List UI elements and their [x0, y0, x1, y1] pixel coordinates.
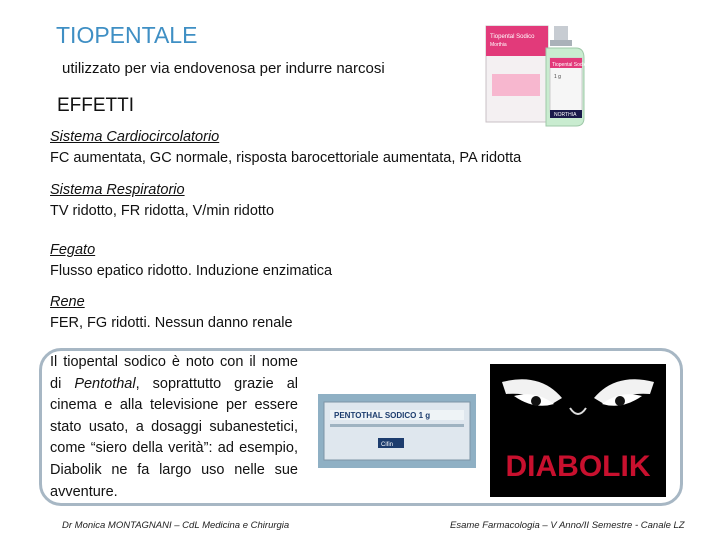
- footer-right: Esame Farmacologia – V Anno/II Semestre - Canale LZ: [450, 520, 685, 531]
- pentothal-note: [50, 352, 298, 503]
- footer-left: Dr Monica MONTAGNANI – CdL Medicina e Chirurgia: [62, 520, 290, 531]
- section-kidney: [50, 292, 293, 334]
- diabolik-image: [490, 364, 666, 497]
- box-label-line2: Morthia: [490, 42, 507, 48]
- section-cardio: [50, 127, 521, 169]
- section-heading: Sistema Respiratorio: [50, 182, 185, 198]
- section-heading: Rene: [50, 294, 85, 310]
- diabolik-logo: DIABOLIK: [505, 450, 651, 483]
- pentothal-sub: Cifin: [381, 442, 394, 448]
- page-title: TIOPENTALE: [56, 22, 198, 48]
- section-text: Flusso epatico ridotto. Induzione enzimatica: [50, 263, 333, 279]
- effects-heading: EFFETTI: [57, 95, 135, 116]
- pentothal-label: PENTOTHAL SODICO 1 g: [334, 411, 431, 420]
- note-text-2: , soprattutto grazie al cinema e alla televisione per essere stato usato, a dosaggi subanestetici, come “siero della verità”: ad esempio, Diabolik ne fa largo uso nelle sue avventure.: [50, 375, 298, 500]
- section-liver: [50, 240, 332, 282]
- vial-brand: NORTHIA: [554, 112, 577, 118]
- section-respiratory: [50, 180, 274, 222]
- box-label-line1: Tiopental Sodico: [490, 34, 535, 40]
- section-heading: Fegato: [50, 242, 96, 258]
- note-text-1: Il tiopental sodico è noto con il nome di: [50, 354, 298, 392]
- section-heading: Sistema Cardiocircolatorio: [50, 129, 220, 145]
- section-text: FER, FG ridotti. Nessun danno renale: [50, 315, 293, 331]
- note-brand: Pentothal: [74, 375, 136, 392]
- pentothal-box-image: [318, 394, 476, 468]
- section-text: TV ridotto, FR ridotta, V/min ridotto: [50, 203, 275, 219]
- vial-label-line2: 1 g: [554, 74, 561, 80]
- section-text: FC aumentata, GC normale, risposta barocettoriale aumentata, PA ridotta: [50, 150, 522, 166]
- page-subtitle: utilizzato per via endovenosa per indurre narcosi: [62, 60, 385, 77]
- thiopental-vial-image: [484, 18, 606, 130]
- vial-label-line1: Tiopental Sodico: [552, 62, 590, 68]
